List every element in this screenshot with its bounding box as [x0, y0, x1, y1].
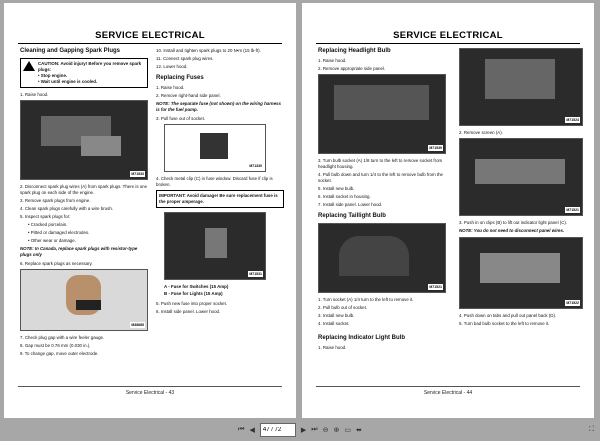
footer-rule — [316, 386, 580, 387]
step: 5. Install new bulb. — [318, 186, 355, 191]
note: NOTE: You do not need to disconnect panel wires. — [459, 228, 565, 233]
figure-id: M71521 — [429, 285, 442, 289]
step: 6. Replace spark plugs as necessary. — [20, 261, 93, 266]
viewer-toolbar — [0, 419, 600, 441]
fit-width-icon[interactable]: ⬌ — [355, 427, 362, 434]
step: 4. Install socket. — [318, 321, 350, 326]
step: 7. Install side panel. Lower hood. — [318, 202, 383, 207]
left-col-2 — [156, 48, 284, 317]
panel-shape — [205, 228, 227, 258]
step: 1. Raise hood. — [318, 345, 347, 350]
caution-box — [20, 58, 148, 88]
caution-text: CAUTION: Avoid injury! Before you remove spark plugs: — [38, 61, 142, 72]
bullet: • Other wear or damage. — [28, 238, 76, 243]
step: 3. Push in on clips (B) to lift out indicator light panel (C). — [459, 220, 568, 225]
zoom-out-icon[interactable]: ⊖ — [322, 427, 329, 434]
fuse-panel-photo — [164, 212, 266, 280]
header-rule — [18, 43, 282, 44]
header-rule — [316, 43, 580, 44]
section-heading: Replacing Fuses — [156, 75, 204, 81]
legend-b: B - Fuse for Lights (15 Amp) — [164, 291, 223, 296]
figure-id: M71330 — [249, 164, 262, 168]
bullet: • Cracked porcelain. — [28, 222, 68, 227]
step: 2. Disconnect spark plug wires (A) from spark plugs. There is one spark plug on each side of the engine. — [20, 184, 148, 195]
section-heading: Cleaning and Gapping Spark Plugs — [20, 48, 121, 54]
first-page-icon[interactable]: ⏮ — [238, 426, 245, 433]
section-heading: Replacing Indicator Light Bulb — [318, 335, 405, 341]
right-col-2 — [459, 46, 583, 329]
step: 5. Inspect spark plugs for: — [20, 214, 71, 219]
panel-shape — [475, 159, 565, 184]
step: 1. Turn socket (A) 1/4 turn to the left to remove it. — [318, 297, 414, 302]
page-number-input[interactable] — [260, 423, 296, 437]
step: 1. Raise hood. — [20, 92, 49, 97]
right-col-1 — [318, 48, 446, 353]
caution-bullet: • Wait until engine is cooled. — [38, 79, 98, 84]
panel-back-photo — [459, 237, 583, 309]
panel-shape — [480, 253, 560, 283]
step: 12. Lower hood. — [156, 64, 188, 69]
step: 3. Install new bulb. — [318, 313, 355, 318]
plug-shape — [76, 300, 101, 310]
step: 8. Gap must be 0.76 mm (0.030 in.). — [20, 343, 91, 348]
page-footer: Service Electrical - 44 — [423, 390, 473, 396]
step: 4. Clean spark plugs carefully with a wire brush. — [20, 206, 113, 211]
step: 4. Push down on tabs and pull out panel back (D). — [459, 313, 557, 318]
page-title: SERVICE ELECTRICAL — [95, 30, 205, 41]
right-page — [302, 3, 594, 418]
step: 2. Remove right-hand side panel. — [156, 93, 221, 98]
dash-shape — [485, 59, 555, 99]
caution-bullet: • Stop engine. — [38, 73, 68, 78]
step: 6. Install socket in housing. — [318, 194, 371, 199]
step: 3. Pull fuse out of socket. — [156, 116, 206, 121]
zoom-in-icon[interactable]: ⊕ — [333, 427, 340, 434]
clips-photo — [459, 138, 583, 216]
step: 6. Install side panel. Lower hood. — [156, 309, 221, 314]
engine-shape — [81, 136, 121, 156]
step: 3. Turn bulb socket (A) 1/8 turn to the left to remove socket from headlight housing. — [318, 158, 443, 169]
step: 4. Check metal clip (C) in fuse window. Discard fuse if clip is broken. — [156, 176, 273, 187]
screen-photo — [459, 48, 583, 126]
step: 7. Check plug gap with a wire feeler gauge. — [20, 335, 105, 340]
fuse-shape — [200, 133, 228, 159]
warning-icon — [23, 61, 35, 71]
next-page-icon[interactable]: ▶ — [300, 427, 307, 434]
last-page-icon[interactable]: ⏭ — [311, 426, 318, 433]
left-col-1 — [20, 48, 148, 359]
step: 9. To change gap, move outer electrode. — [20, 351, 99, 356]
engine-photo — [20, 100, 148, 180]
hood-shape — [334, 85, 429, 120]
important-box: IMPORTANT: Avoid damage! Be sure replacement fuse is the proper amperage. — [156, 190, 284, 208]
fuse-photo — [164, 124, 266, 172]
prev-page-icon[interactable]: ◀ — [249, 427, 255, 434]
bullet: • Pitted or damaged electrodes. — [28, 230, 90, 235]
fit-page-icon[interactable]: ▭ — [344, 427, 351, 434]
step: 2. Remove appropriate side panel. — [318, 66, 386, 71]
fender-shape — [339, 236, 409, 276]
section-heading: Replacing Headlight Bulb — [318, 48, 391, 54]
step: 4. Pull bulb down and turn 1/4 to the left to remove bulb from the socket. — [318, 172, 443, 183]
fullscreen-icon[interactable]: ⛶ — [589, 426, 594, 433]
step: 1. Raise hood. — [156, 85, 185, 90]
step: 11. Connect spark plug wires. — [156, 56, 214, 61]
step: 1. Raise hood. — [318, 58, 347, 63]
figure-id: M71531 — [249, 272, 262, 276]
figure-id: M71539 — [429, 146, 442, 150]
step: 10. Install and tighten spark plugs to 20 N•m (15 lb-ft). — [156, 48, 261, 53]
step: 2. Pull bulb out of socket. — [318, 305, 368, 310]
page-footer: Service Electrical - 43 — [125, 390, 175, 396]
spark-plug-photo — [20, 269, 148, 331]
note: NOTE: The separate fuse (not shown) on the wiring harness is for the fuel pump. — [156, 101, 281, 112]
figure-id: M71521 — [566, 208, 579, 212]
taillight-photo — [318, 223, 446, 293]
note: NOTE: In Canada, replace spark plugs with resistor-type plugs only — [20, 246, 138, 257]
figure-id: M38685 — [131, 323, 144, 327]
step: 5. Push new fuse into proper socket. — [156, 301, 228, 306]
step: 2. Remove screen (A). — [459, 130, 503, 135]
step: 5. Turn bad bulb socket to the left to remove it. — [459, 321, 550, 326]
page-title: SERVICE ELECTRICAL — [393, 30, 503, 41]
figure-id: M71533 — [131, 172, 144, 176]
step: 3. Remove spark plugs from engine. — [20, 198, 91, 203]
left-page — [4, 3, 296, 418]
legend-a: A - Fuse for Switches (15 Amp) — [164, 284, 229, 289]
headlight-photo — [318, 74, 446, 154]
section-heading: Replacing Taillight Bulb — [318, 213, 386, 219]
footer-rule — [18, 386, 282, 387]
figure-id: M71522 — [566, 301, 579, 305]
figure-id: M71524 — [566, 118, 579, 122]
